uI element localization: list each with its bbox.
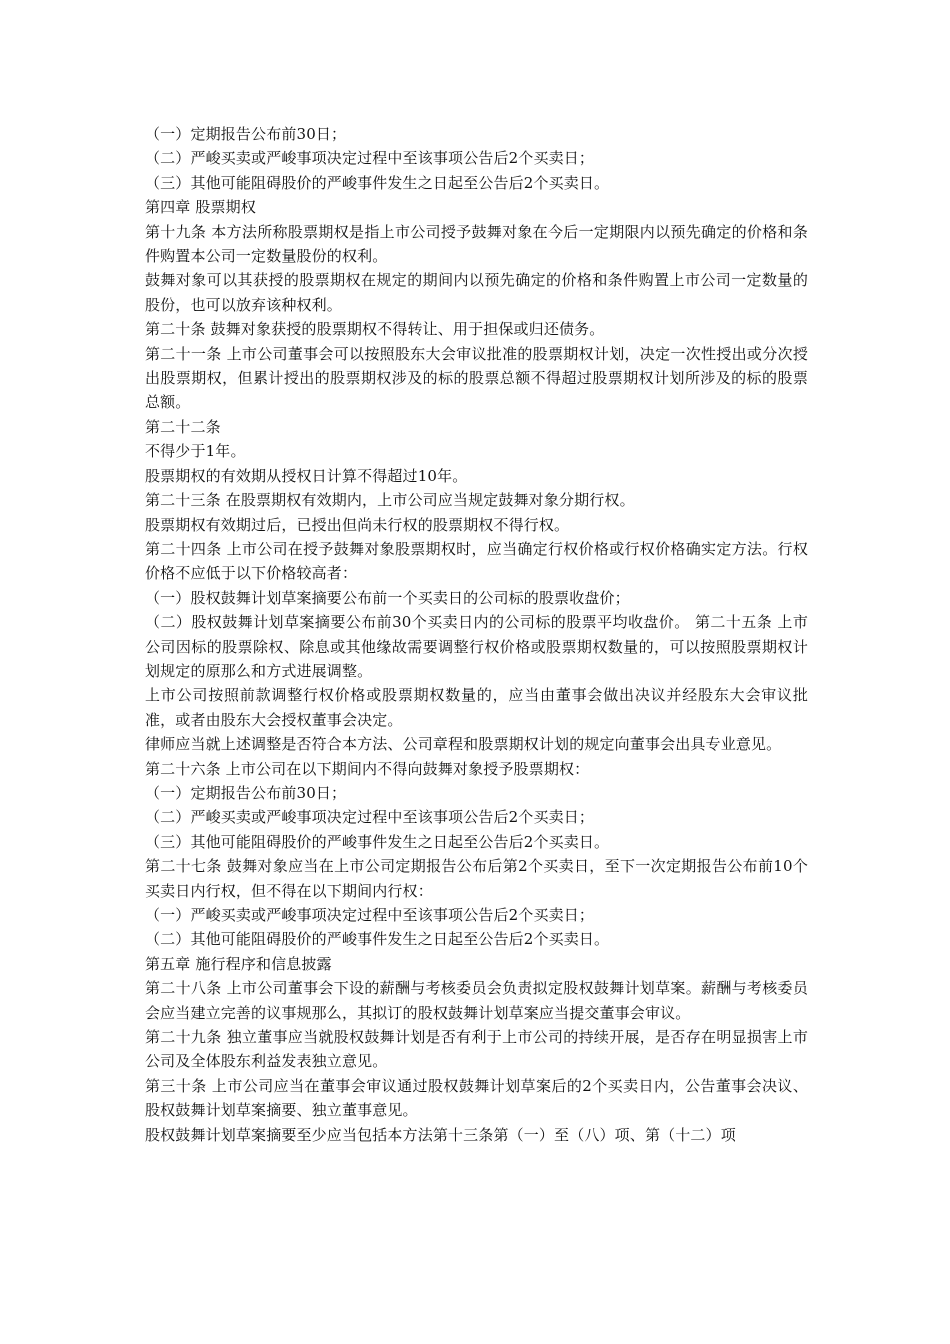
paragraph: （二）严峻买卖或严峻事项决定过程中至该事项公告后2个买卖日； [145, 808, 595, 827]
paragraph: （二）其他可能阻碍股价的严峻事件发生之日起至公告后2个买卖日。 [145, 930, 610, 949]
paragraph: （二）严峻买卖或严峻事项决定过程中至该事项公告后2个买卖日； [145, 149, 595, 168]
paragraph: 股票期权有效期过后，已授出但尚未行权的股票期权不得行权。 [145, 515, 570, 534]
paragraph: 第二十九条 独立董事应当就股权鼓舞计划是否有利于上市公司的持续开展，是否存在明显损害上市公司及全体股东利益发表独立意见。 [145, 1028, 808, 1071]
paragraph: 股票期权的有效期从授权日计算不得超过10年。 [145, 466, 468, 485]
paragraph: （一）严峻买卖或严峻事项决定过程中至该事项公告后2个买卖日； [145, 906, 595, 924]
paragraph: 第二十三条 在股票期权有效期内，上市公司应当规定鼓舞对象分期行权。 [145, 491, 635, 510]
document-body [145, 122, 808, 1147]
paragraph: 第二十二条 [145, 417, 221, 436]
paragraph: （一）定期报告公布前30日； [145, 125, 347, 143]
paragraph: （一）股权鼓舞计划草案摘要公布前一个买卖日的公司标的股票收盘价； [145, 588, 630, 607]
paragraph: 第二十条 鼓舞对象获授的股票期权不得转让、用于担保或归还债务。 [145, 320, 605, 339]
paragraph: 第二十七条 鼓舞对象应当在上市公司定期报告公布后第2个买卖日，至下一次定期报告公布前10个买卖日内行权，但不得在以下期间内行权： [145, 857, 808, 900]
paragraph: （一）定期报告公布前30日； [145, 783, 347, 802]
paragraph: 律师应当就上述调整是否符合本方法、公司章程和股票期权计划的规定向董事会出具专业意见。 [145, 735, 782, 754]
paragraph: 股权鼓舞计划草案摘要至少应当包括本方法第十三条第（一）至（八）项、第（十二）项 [145, 1125, 736, 1144]
chapter-heading: 第四章 股票期权 [145, 198, 256, 217]
chapter-heading: 第五章 施行程序和信息披露 [145, 954, 332, 973]
paragraph: 第三十条 上市公司应当在董事会审议通过股权鼓舞计划草案后的2个买卖日内，公告董事会决议、股权鼓舞计划草案摘要、独立董事意见。 [145, 1076, 808, 1120]
paragraph: （三）其他可能阻碍股价的严峻事件发生之日起至公告后2个买卖日。 [145, 173, 610, 192]
paragraph: 第十九条 本方法所称股票期权是指上市公司授予鼓舞对象在今后一定期限内以预先确定的价格和条件购置本公司一定数量股份的权利。 [145, 222, 808, 266]
paragraph: 第二十一条 上市公司董事会可以按照股东大会审议批准的股票期权计划，决定一次性授出或分次授出股票期权，但累计授出的股票期权涉及的标的股票总额不得超过股票期权计划所涉及的标的股票总额。 [145, 344, 808, 412]
paragraph: 鼓舞对象可以其获授的股票期权在规定的期间内以预先确定的价格和条件购置上市公司一定数量的股份，也可以放弃该种权利。 [145, 271, 808, 314]
paragraph: 不得少于1年。 [145, 442, 246, 461]
paragraph: （二）股权鼓舞计划草案摘要公布前30个买卖日内的公司标的股票平均收盘价。 第二十五条 上市公司因标的股票除权、除息或其他缘故需要调整行权价格或股票期权数量的，可以按照股票期权计划规定的原那么和方式进展调整。 [145, 613, 808, 680]
paragraph: 第二十四条 上市公司在授予鼓舞对象股票期权时，应当确定行权价格或行权价格确实定方法。行权价格不应低于以下价格较高者： [145, 539, 808, 583]
paragraph: 第二十八条 上市公司董事会下设的薪酬与考核委员会负责拟定股权鼓舞计划草案。薪酬与考核委员会应当建立完善的议事规那么，其拟订的股权鼓舞计划草案应当提交董事会审议。 [145, 979, 808, 1022]
paragraph: （三）其他可能阻碍股价的严峻事件发生之日起至公告后2个买卖日。 [145, 832, 610, 851]
paragraph: 上市公司按照前款调整行权价格或股票期权数量的，应当由董事会做出决议并经股东大会审议批准，或者由股东大会授权董事会决定。 [145, 686, 808, 729]
paragraph: 第二十六条 上市公司在以下期间内不得向鼓舞对象授予股票期权： [145, 759, 590, 778]
